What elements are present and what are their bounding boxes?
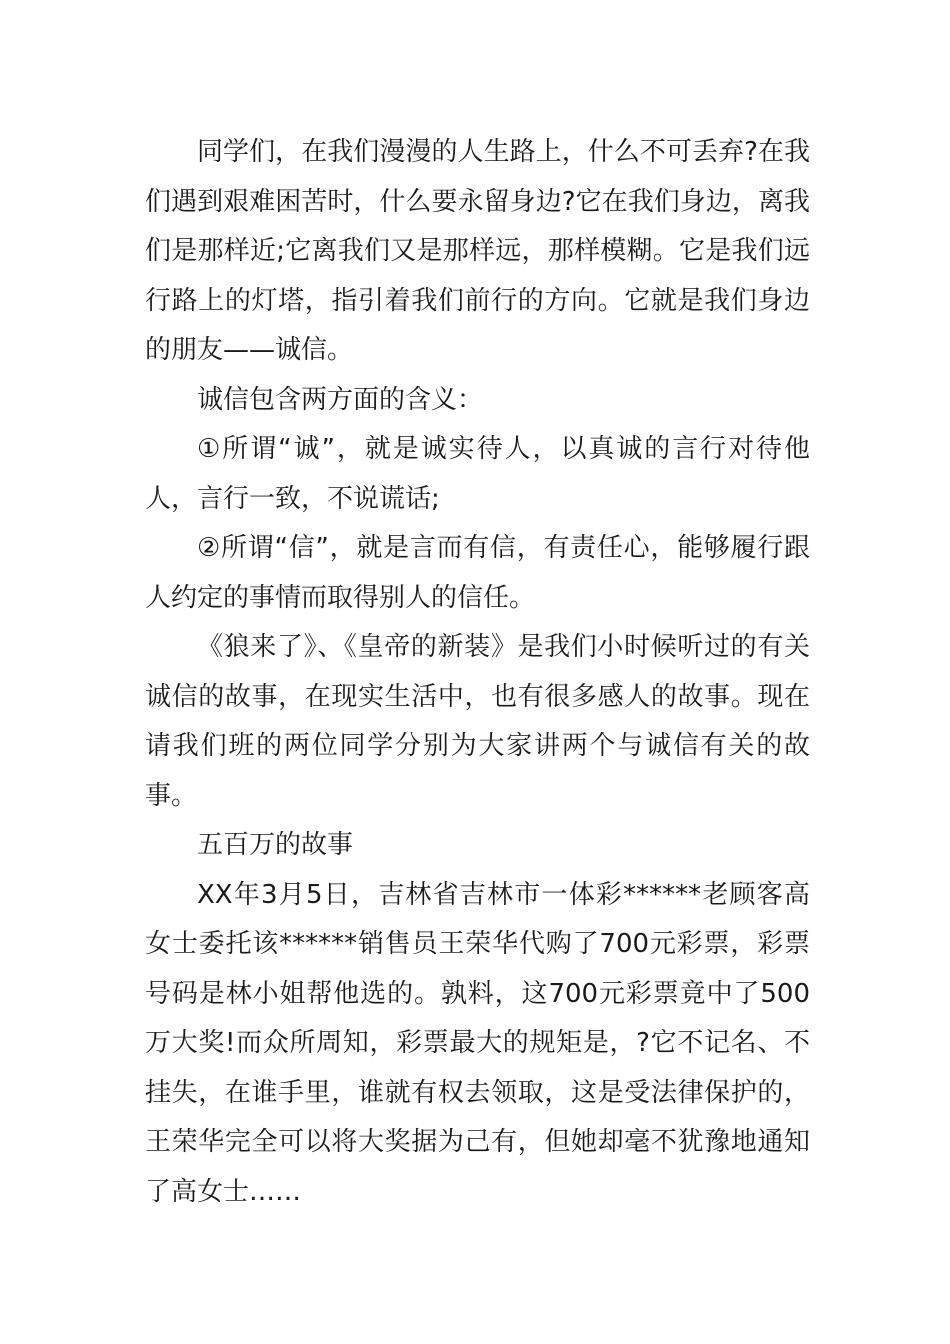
story-title: 五百万的故事 (197, 830, 354, 860)
paragraph-stories-intro: 《狼来了》、《皇帝的新装》是我们小时候听过的有关诚信的故事，在现实生活中，也有很多感人的故事。现在请我们班的两位同学分别为大家讲两个与诚信有关的故事。 (145, 632, 810, 811)
paragraph-meaning-xin: ②所谓“信”，就是言而有信，有责任心，能够履行跟人约定的事情而取得别人的信任。 (145, 533, 810, 613)
paragraph-story-body: XX年3月5日，吉林省吉林市一体彩******老顾客高女士委托该******销售员王荣华代购了700元彩票，彩票号码是林小姐帮他选的。孰料，这700元彩票竟中了500万大奖!而众所周知，彩票最大的规矩是，?它不记名、不挂失，在谁手里，谁就有权去领取，这是受法律保护的，王荣华完全可以将大奖据为己有，但她却毫不犹豫地通知了高女士…… (145, 879, 810, 1207)
paragraph-meaning-heading: 诚信包含两方面的含义： (197, 384, 484, 415)
document-body (145, 128, 810, 1217)
paragraph-intro: 同学们，在我们漫漫的人生路上，什么不可丢弃?在我们遇到艰难困苦时，什么要永留身边?它在我们身边，离我们是那样近;它离我们又是那样远，那样模糊。它是我们远行路上的灯塔，指引着我们前行的方向。它就是我们身边的朋友——诚信。 (145, 137, 810, 365)
paragraph-meaning-cheng: ①所谓“诚”，就是诚实待人，以真诚的言行对待他人，言行一致，不说谎话; (145, 434, 810, 514)
